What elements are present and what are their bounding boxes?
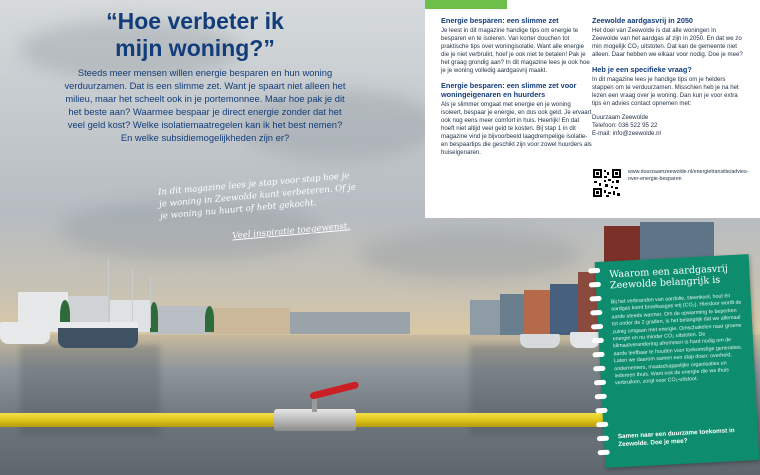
section-heading: Heb je een specifieke vraag? (592, 65, 692, 74)
qr-code-icon[interactable] (592, 168, 622, 198)
tree (205, 306, 214, 332)
spiral-ring (589, 282, 601, 288)
valve-stem (312, 398, 317, 412)
boat (520, 334, 560, 348)
valve-body (274, 409, 356, 431)
contact-block (592, 114, 744, 138)
building (290, 312, 410, 334)
spiral-ring (588, 268, 600, 274)
contact-name: Duurzaam Zeewolde (592, 114, 649, 121)
section-body: Als je slimmer omgaat met energie en je woning isoleert, bespaar je energie, en dus ook geld. Je ervaart ook nog eens meer comfort in huis. Heerlijk! En dat hoeft niet altijd veel geld te kosten. Bij stap 1 in dit magazine vind je bijvoorbeeld laagdrempelige isolatie- en bespaartips die geschikt zijn voor zowel huurders als huiseigenaren. (441, 101, 592, 156)
qr-block (592, 168, 752, 202)
spiral-ring (598, 450, 610, 456)
spiral-ring (591, 324, 603, 330)
section-body: In dit magazine lees je handige tips om je helders stappen om te verduurzamen. Misschien heb je na het lezen een vraag over je woning. Dan kun je voor extra tips en advies contact opnemen met: (592, 76, 739, 107)
handwritten-text: In dit magazine lees je stap voor stap hoe je je woning in Zeewolde kunt verbeteren. Of je je woning nu huurt of hebt gekocht. (157, 171, 357, 222)
section-body: Het doel van Zeewolde is dat alle woningen in Zeewolde van het aardgas af zijn in 2050. En dat we zo min mogelijk CO₂ uitstoten. Dat kan de gemeente niet alleen. Daar hebben we elkaar voor nodig. Doe je mee? (592, 27, 743, 58)
spiral-ring (593, 366, 605, 372)
house (470, 300, 500, 336)
section-heading: Energie besparen: een slimme zet voor woningeigenaren en huurders (441, 81, 577, 99)
contact-phone: Telefoon: 036 522 95 22 (592, 122, 658, 129)
spiral-ring (590, 296, 602, 302)
contact-email: E-mail: info@zeewolde.nl (592, 130, 661, 137)
spiral-ring (597, 436, 609, 442)
info-column-right (592, 16, 744, 138)
building (210, 308, 290, 334)
spiral-ring (592, 352, 604, 358)
boat (58, 322, 138, 348)
spiral-ring (592, 338, 604, 344)
mast (150, 276, 151, 328)
mast (108, 258, 109, 328)
spiral-ring (596, 422, 608, 428)
page-title: “Hoe verbeter ik mijn woning?” (106, 8, 284, 61)
spiral-ring (594, 380, 606, 386)
spiral-ring (590, 310, 602, 316)
building (150, 306, 210, 334)
house (524, 290, 550, 336)
section-heading: Energie besparen: een slimme zet (441, 16, 559, 25)
spiral-ring (595, 408, 607, 414)
spiral-ring (595, 394, 607, 400)
mast (132, 268, 133, 328)
section-heading: Zeewolde aardgasvrij in 2050 (592, 16, 693, 25)
house (500, 294, 524, 336)
house (550, 284, 578, 336)
section-body: Je leest in dit magazine handige tips om energie te besparen en te isoleren. Van korter douchen tot praktische tips over woningisolatie. Want alle energie die je niet verbruikt, hoef je ook niet te betalen! Pak je het graag grondig aan? In dit magazine lees je ook hoe je je woning volledig aardgasvrij maakt. (441, 27, 590, 74)
notebook-body: Bij het verbranden van aardolie, steenkool, hout én aardgas komt broeikasgas vrij (CO₂). Hierdoor wordt de aarde steeds warmer. Om de opwarming te beperken tot onder de 2 graden, is het belangrijk dat we allemaal zuinig omgaan met energie. Omschakelen naar groene energie en nu minder CO₂ uitstoten. De klimaatverandering afremmen is hard nodig om de aarde leefbaar te houden voor toekomstige generaties. Laten we daarom samen een stap doen: overheid, ondernemers, maatschappelijke organisaties en iedereen thuis. Want ook de energie die we thuis verbruiken, zorgt voor CO₂-uitstoot. (610, 293, 743, 387)
intro-paragraph: Steeds meer mensen willen energie besparen en hun woning verduurzamen. Dat is een slimme zet. Want je spaart niet alleen het milieu, maar het scheelt ook in je portemonnee. Maar hoe pak je dit het beste aan? Waarmee bespaar je direct energie zonder dat het veel geld kost? Welke isolatiemaatregelen kan ik het best nemen? En welke subsidiemogelijkheden zijn er? (64, 67, 346, 143)
qr-url[interactable]: www.duurzaamzeewolde.nl/energietransitie/advies-over-energie-besparen (628, 169, 749, 182)
notebook-tagline: Samen naar een duurzame toekomst in Zeewolde. Doe je mee? (617, 427, 735, 449)
handwritten-signoff: Veel inspiratie toegewenst. (231, 221, 351, 242)
boat (0, 322, 50, 344)
tree (150, 302, 158, 332)
cloud (360, 230, 580, 280)
notebook-box (595, 254, 760, 468)
green-accent-bar (425, 0, 507, 9)
info-column-left (441, 16, 593, 163)
notebook-title: Waarom een aardgasvrij Zeewolde belangrijk is (609, 263, 729, 292)
